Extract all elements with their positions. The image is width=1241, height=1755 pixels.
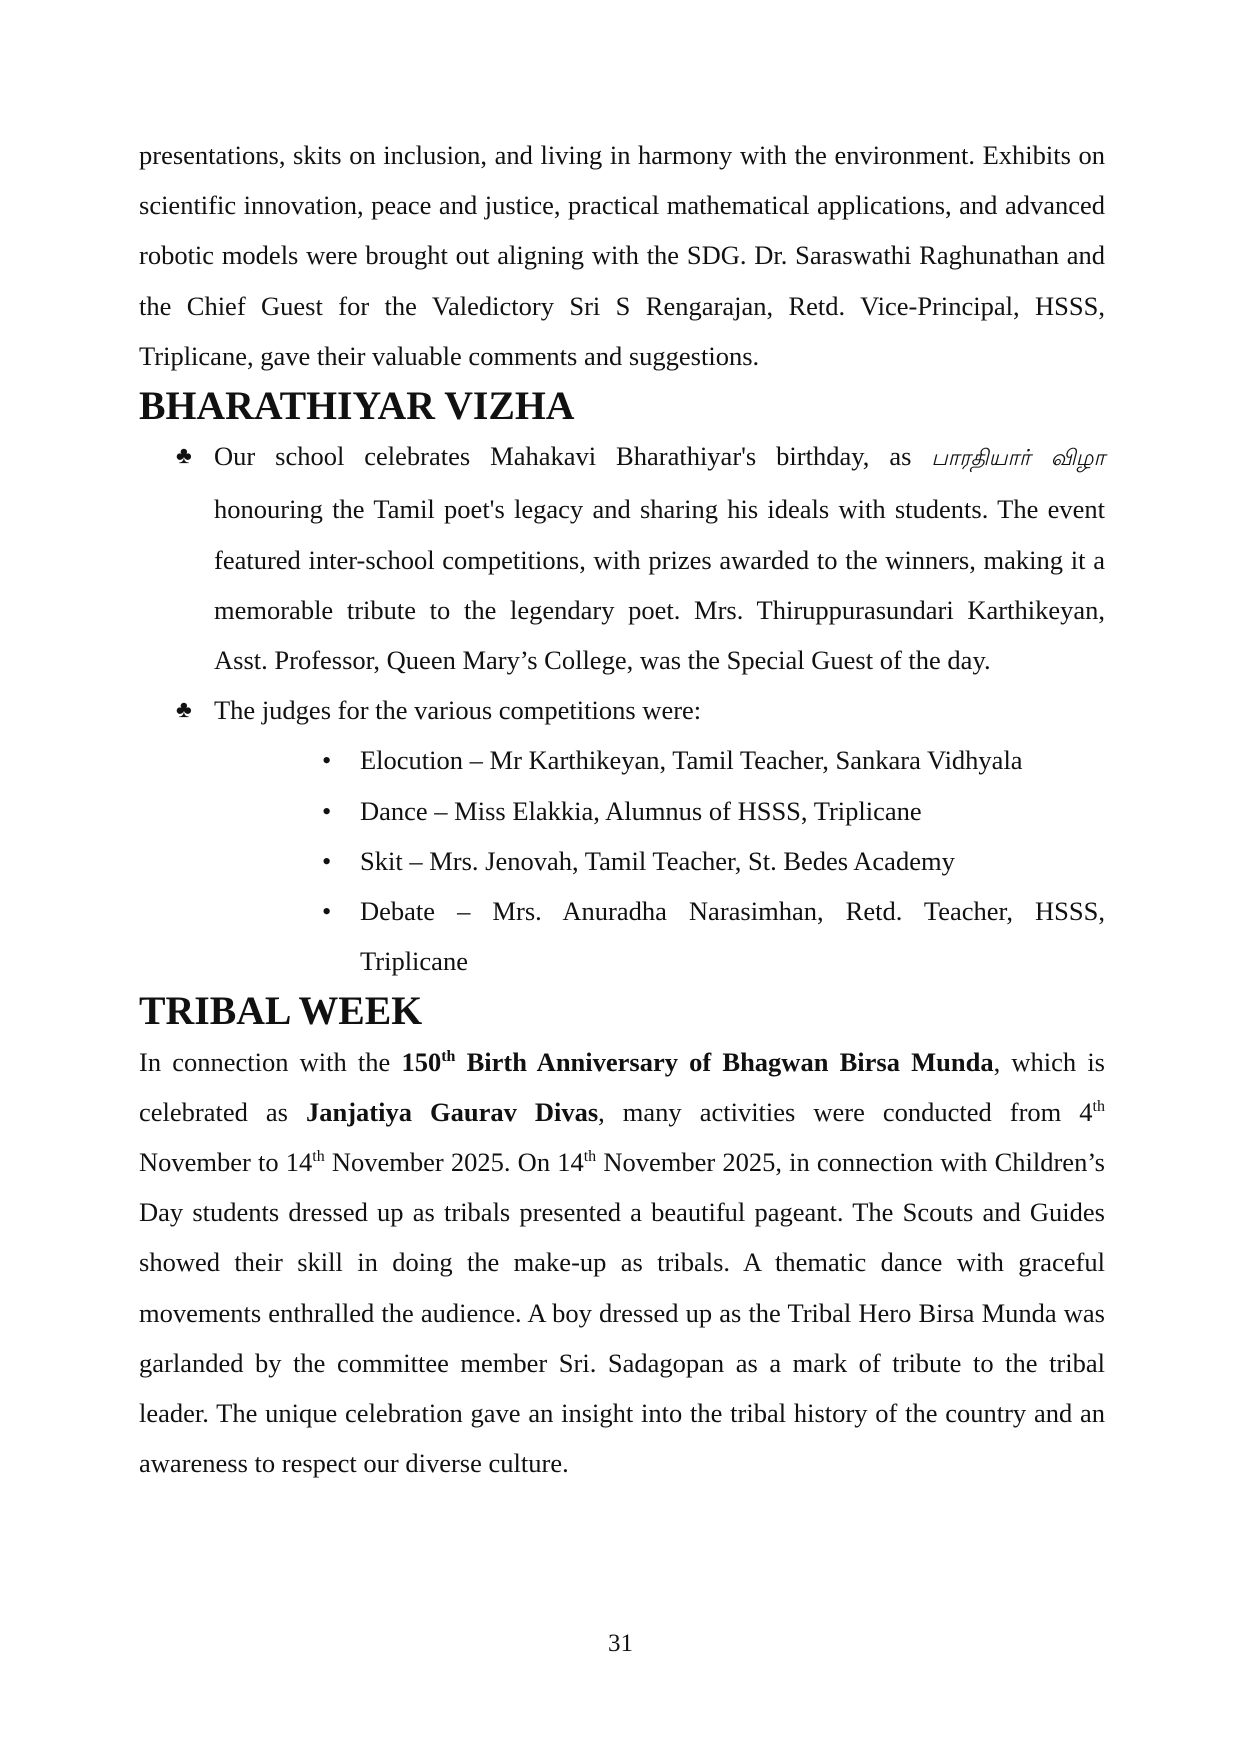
list-item [139, 685, 1105, 986]
superscript: th [583, 1148, 597, 1166]
bharathiyar-heading: BHARATHIYAR VIZHA [139, 384, 575, 429]
judge-text: Elocution – Mr Karthikeyan, Tamil Teacher, Sankara Vidhyala [360, 745, 1023, 776]
intro-paragraph: presentations, skits on inclusion, and living in harmony with the environment. Exhibits on scientific innovation, peace and justice, practical mathematical applications, and advanced robotic models were brought out aligning with the SDG. Dr. Saraswathi Raghunathan and the Chief Guest for the Valedictory Sri S Rengarajan, Retd. Vice-Principal, HSSS, Triplicane, gave their valuable comments and suggestions. [139, 140, 1105, 371]
club-bullet-icon: ♣ [176, 697, 192, 724]
text-run: November 2025. On 14 [324, 1147, 584, 1178]
bullet-icon: • [322, 896, 332, 927]
item-text: The judges for the various competitions were: [214, 695, 702, 726]
text-run: In connection with the [139, 1046, 402, 1077]
bold-number: 150 [401, 1046, 442, 1077]
judge-item [322, 836, 1105, 886]
superscript: th [1092, 1098, 1105, 1116]
list-item [139, 431, 1105, 685]
text-run: November 2025, in connection with Children’s Day students dressed up as tribals presented a beautiful pageant. The Scouts and Guides showed their skill in doing the make-up as tribals. A thematic dance with graceful movements enthralled the audience. A boy dressed up as the Tribal Hero Birsa Munda was garlanded by the committee member Sri. Sadagopan as a mark of tribute to the tribal leader. The unique celebration gave an insight into the tribal history of the country and an awareness to respect our diverse culture. [139, 1147, 1105, 1479]
judges-list [139, 735, 1105, 986]
bharathiyar-list [139, 431, 1105, 986]
judge-text: Dance – Miss Elakkia, Alumnus of HSSS, Triplicane [360, 795, 922, 826]
judge-item [322, 886, 1105, 986]
judge-text: Debate – Mrs. Anuradha Narasimhan, Retd. Teacher, HSSS, Triplicane [360, 896, 1105, 977]
bullet-icon: • [322, 745, 332, 776]
bold-text [401, 1047, 993, 1077]
judge-item [322, 786, 1105, 836]
bullet-icon: • [322, 845, 332, 876]
superscript: th [441, 1047, 456, 1065]
tribal-heading: TRIBAL WEEK [139, 989, 423, 1034]
item-text: Our school celebrates Mahakavi Bharathiyar's birthday, as [214, 441, 932, 472]
tribal-paragraph [139, 1037, 1105, 1489]
document-page [139, 130, 1105, 1488]
bold-run: Birth Anniversary of Bhagwan Birsa Munda [455, 1046, 994, 1077]
tamil-text: பாரதியார் விழா [931, 446, 1106, 472]
judge-item [322, 735, 1105, 785]
text-run: , which is celebrated as [139, 1046, 1105, 1127]
item-text: honouring the Tamil poet's legacy and sharing his ideals with students. The event featured inter-school competitions, with prizes awarded to the winners, making it a memorable tribute to the legendary poet. Mrs. Thiruppurasundari Karthikeyan, Asst. Professor, Queen Mary’s College, was the Special Guest of the day. [214, 494, 1105, 676]
page-number: 31 [608, 1630, 633, 1657]
superscript: th [312, 1148, 325, 1166]
text-run: November to 14 [139, 1147, 313, 1178]
bullet-icon: • [322, 795, 332, 826]
bold-text: Janjatiya Gaurav Divas [305, 1096, 599, 1127]
judge-text: Skit – Mrs. Jenovah, Tamil Teacher, St. Bedes Academy [360, 845, 955, 876]
club-bullet-icon: ♣ [176, 443, 192, 470]
text-run: , many activities were conducted from 4 [598, 1096, 1093, 1127]
